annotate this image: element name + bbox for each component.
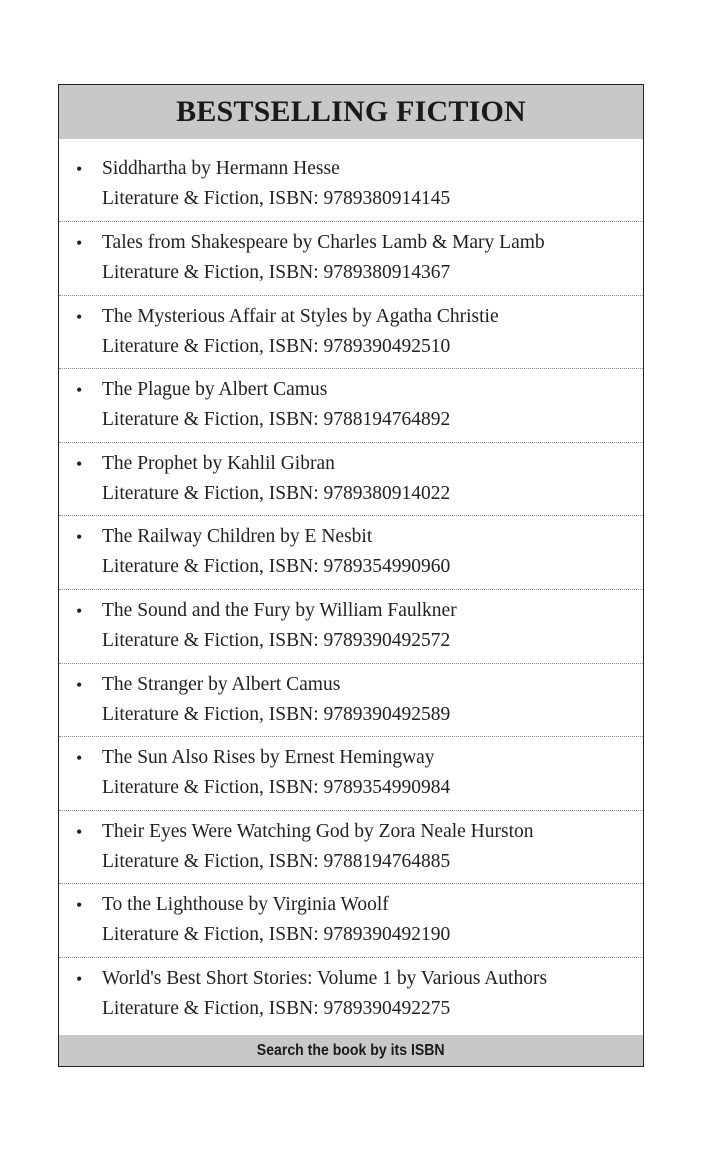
book-details: Literature & Fiction, ISBN: 9788194764885	[102, 850, 451, 872]
book-title: World's Best Short Stories: Volume 1 by Various Authors	[102, 967, 548, 989]
bullet-icon: •	[76, 159, 83, 179]
book-title: Siddhartha by Hermann Hesse	[102, 158, 340, 179]
list-item	[59, 369, 643, 443]
book-details: Literature & Fiction, ISBN: 9789354990960	[102, 556, 451, 578]
book-list	[59, 139, 643, 1035]
bullet-icon: •	[76, 821, 83, 842]
list-item	[59, 443, 643, 517]
book-title: Their Eyes Were Watching God by Zora Neale Hurston	[102, 820, 534, 842]
bullet-icon: •	[76, 600, 83, 621]
list-item	[59, 737, 643, 811]
bullet-icon: •	[76, 380, 83, 401]
list-item	[59, 664, 643, 738]
book-title: The Railway Children by E Nesbit	[102, 526, 373, 548]
panel-header	[59, 85, 643, 139]
bullet-icon: •	[76, 674, 83, 695]
list-item	[59, 811, 643, 885]
bullet-icon: •	[76, 453, 83, 474]
book-details: Literature & Fiction, ISBN: 9789390492275	[102, 997, 451, 1019]
book-title: The Sun Also Rises by Ernest Hemingway	[102, 747, 435, 769]
bullet-icon: •	[76, 748, 83, 769]
book-title: To the Lighthouse by Virginia Woolf	[102, 894, 389, 916]
bestselling-fiction-panel	[58, 84, 644, 1067]
panel-title: BESTSELLING FICTION	[176, 95, 526, 128]
book-details: Literature & Fiction, ISBN: 9789380914022	[102, 482, 451, 504]
book-details: Literature & Fiction, ISBN: 9789390492510	[102, 335, 451, 357]
bullet-icon: •	[76, 527, 83, 548]
list-item	[59, 139, 643, 222]
book-title: The Sound and the Fury by William Faulkner	[102, 599, 457, 621]
list-item	[59, 516, 643, 590]
book-title: The Mysterious Affair at Styles by Agatha Christie	[102, 305, 499, 327]
book-details: Literature & Fiction, ISBN: 9789354990984	[102, 777, 451, 799]
book-details: Literature & Fiction, ISBN: 9788194764892	[102, 409, 451, 431]
book-details: Literature & Fiction, ISBN: 9789380914367	[102, 262, 451, 283]
footer-note: Search the book by its ISBN	[257, 1041, 445, 1059]
list-item	[59, 958, 643, 1035]
list-item	[59, 590, 643, 664]
book-details: Literature & Fiction, ISBN: 9789380914145	[102, 188, 451, 209]
book-title: The Prophet by Kahlil Gibran	[102, 452, 335, 474]
book-title: The Plague by Albert Camus	[102, 379, 328, 401]
list-item	[59, 296, 643, 370]
book-details: Literature & Fiction, ISBN: 9789390492572	[102, 629, 451, 651]
list-item	[59, 222, 643, 296]
book-details: Literature & Fiction, ISBN: 9789390492589	[102, 703, 451, 725]
bullet-icon: •	[76, 968, 83, 989]
list-item	[59, 884, 643, 958]
bullet-icon: •	[76, 233, 83, 253]
book-details: Literature & Fiction, ISBN: 9789390492190	[102, 924, 451, 946]
bullet-icon: •	[76, 895, 83, 916]
bullet-icon: •	[76, 306, 83, 327]
book-title: The Stranger by Albert Camus	[102, 673, 341, 695]
panel-footer	[59, 1035, 643, 1066]
book-title: Tales from Shakespeare by Charles Lamb & Mary Lamb	[102, 232, 545, 253]
